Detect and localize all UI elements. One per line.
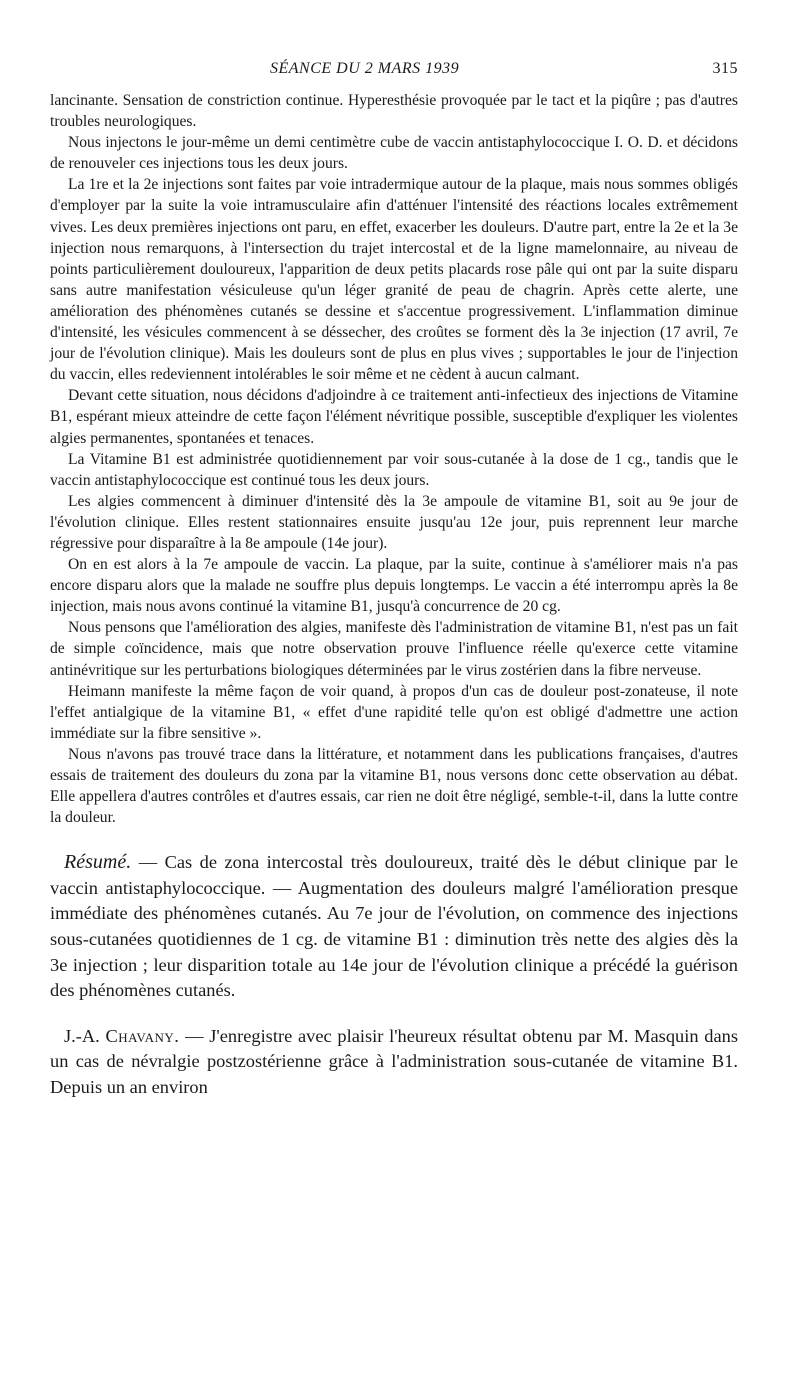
paragraph: Heimann manifeste la même façon de voir quand, à propos d'un cas de douleur post-zonateuse, il note l'effet antialgique de la vitamine B1, « effet d'une rapidité telle qu'on est obligé d'admettre une action immédiate sur la fibre sensitive ». <box>50 682 738 742</box>
speaker-initials: J.-A. <box>64 1025 106 1046</box>
discussion-text: — J'enregistre avec plaisir l'heureux résultat obtenu par M. Masquin dans un cas de névralgie postzostérienne grâce à l'administration sous-cutanée de vitamine B1. Depuis un an environ <box>50 1025 738 1098</box>
paragraph: Nous pensons que l'amélioration des algies, manifeste dès l'administration de vitamine B1, n'est pas un fait de simple coïncidence, mais que notre observation prouve l'influence réelle qu'exerce cette vitamine antinévritique sur les perturbations biologiques déterminées par le virus zostérien dans la fibre nerveuse. <box>50 619 738 679</box>
speaker-name: Chavany. <box>105 1025 180 1046</box>
paragraph: La 1re et la 2e injections sont faites par voie intradermique autour de la plaque, mais nous sommes obligés d'employer par la suite la voie intramusculaire afin d'atténuer l'intensité des réactions locales extrêmement vives. Les deux premières injections ont paru, en effet, exacerber les douleurs. D'autre part, entre la 2e et la 3e injection nous remarquons, à l'intersection du trajet intercostal et de la ligne mamelonnaire, au niveau de points particulièrement douloureux, l'apparition de deux petits placards rose pâle qui ont par la suite disparu sans autre manifestation vésiculeuse qu'un léger granité de peau de chagrin. Après cette alerte, une amélioration des phénomènes cutanés se dessine et s'accentue progressivement. L'inflammation diminue d'intensité, les vésicules commencent à se déssecher, des croûtes se forment dès la 3e injection (17 avril, 7e jour de l'évolution clinique). Mais les douleurs sont de plus en plus vives ; supportables le jour de l'injection du vaccin, elles redeviennent intolérables le soir même et ne cèdent à aucun calmant. <box>50 176 738 384</box>
paragraph: Nous n'avons pas trouvé trace dans la littérature, et notamment dans les publications françaises, d'autres essais de traitement des douleurs du zona par la vitamine B1, nous versons donc cette observation au débat. Elle appellera d'autres contrôles et d'autres essais, car rien ne doit être négligé, semble-t-il, dans la lutte contre la douleur. <box>50 745 738 827</box>
summary-paragraph <box>50 850 738 1004</box>
running-title: SÉANCE DU 2 MARS 1939 <box>270 60 460 77</box>
summary-label: Résumé. <box>64 851 132 874</box>
running-header <box>50 60 738 78</box>
page <box>50 60 738 1101</box>
summary-section <box>50 850 738 1004</box>
paragraph: Nous injectons le jour-même un demi centimètre cube de vaccin antistaphylococcique I. O. D. et décidons de renouveler ces injections tous les deux jours. <box>50 134 738 173</box>
body-text <box>50 90 738 828</box>
page-number: 315 <box>712 60 738 77</box>
paragraph: On en est alors à la 7e ampoule de vaccin. La plaque, par la suite, continue à s'améliorer mais n'a pas encore disparu alors que la malade ne souffre plus depuis longtemps. Le vaccin a été interrompu après la 8e injection, mais nous avons continué la vitamine B1, jusqu'à concurrence de 20 cg. <box>50 556 738 616</box>
paragraph: Les algies commencent à diminuer d'intensité dès la 3e ampoule de vitamine B1, soit au 9e jour de l'évolution clinique. Elles restent stationnaires ensuite jusqu'au 12e jour, puis reprennent leur marche régressive pour disparaître à la 8e ampoule (14e jour). <box>50 492 738 552</box>
paragraph: La Vitamine B1 est administrée quotidiennement par voir sous-cutanée à la dose de 1 cg., tandis que le vaccin antistaphylococcique est continué tous les deux jours. <box>50 450 738 489</box>
paragraph: Devant cette situation, nous décidons d'adjoindre à ce traitement anti-infectieux des injections de Vitamine B1, espérant mieux atteindre de cette façon l'élément névritique possible, susceptible d'expliquer les violentes algies permanentes, spontanées et tenaces. <box>50 387 738 447</box>
discussion-section <box>50 1024 738 1101</box>
discussion-paragraph <box>50 1024 738 1101</box>
paragraph: lancinante. Sensation de constriction continue. Hyperesthésie provoquée par le tact et la piqûre ; pas d'autres troubles neurologiques. <box>50 92 738 131</box>
summary-text: — Cas de zona intercostal très douloureux, traité dès le début clinique par le vaccin antistaphylococcique. — Augmentation des douleurs malgré l'amélioration presque immédiate des phénomènes cutanés. Au 7e jour de l'évolution, on commence des injections sous-cutanées quotidiennes de 1 cg. de vitamine B1 : diminution très nette des algies dès la 3e injection ; leur disparition totale au 14e jour de l'évolution clinique a précédé la guérison des phénomènes cutanés. <box>50 852 738 1001</box>
